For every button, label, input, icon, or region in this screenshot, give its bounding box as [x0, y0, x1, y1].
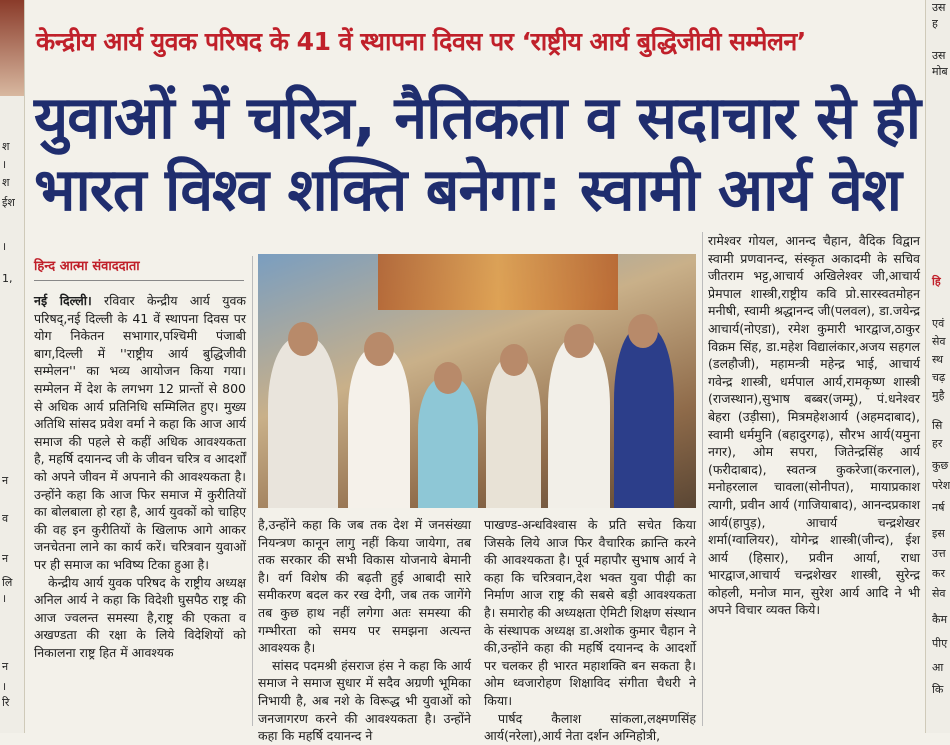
fragment: श [2, 140, 10, 153]
event-photo [258, 254, 696, 508]
article-headline [34, 82, 924, 226]
paragraph: केन्द्रीय आर्य युवक परिषद के राष्ट्रीय अध्यक्ष अनिल आर्य ने कहा कि विदेशी घुसपैठ राष्ट्र की आज ज्वलन्त समस्या है,राष्ट्र की एकता व अखण्डता की रक्षा के लिये विदेशियों को निकालना राष्ट्र हित में आवश्यक [34, 574, 246, 660]
adjacent-byline: हि [932, 275, 941, 288]
fragment: पीए [932, 637, 948, 650]
fragment: न [2, 552, 9, 565]
photo-stage-banner [378, 254, 618, 310]
fragment: मोब [932, 65, 948, 78]
fragment: लि [2, 576, 13, 589]
article-column-1 [34, 292, 246, 661]
fragment: । [2, 680, 7, 693]
fragment: सि [932, 419, 943, 432]
fragment: रि [2, 696, 10, 709]
fragment: सेव [932, 335, 946, 348]
fragment: कुछ [932, 459, 949, 472]
fragment: आ [932, 661, 944, 674]
headline-line-1: युवाओं में चरित्र, नैतिकता व सदाचार से ही [34, 83, 921, 152]
fragment: चढ़ [932, 371, 946, 384]
headline-line-2: भारत विश्व शक्ति बनेगा: स्वामी आर्य वेश [34, 155, 901, 224]
fragment: हर [932, 437, 943, 450]
article-column-4 [708, 232, 920, 619]
fragment: एवं [932, 317, 945, 330]
fragment: उस [932, 1, 946, 14]
adjacent-column-left [0, 0, 25, 733]
article-column-3 [484, 516, 696, 745]
fragment: । [2, 158, 7, 171]
fragment: सेव [932, 587, 946, 600]
fragment: कैम [932, 613, 948, 626]
paragraph: सांसद पदमश्री हंसराज हंस ने कहा कि आर्य समाज ने समाज सुधार में सदैव अग्रणी भूमिका निभायी है, अब नशे के विरूद्ध भी युवाओं को जनजागरण करने की आवश्यकता है। उन्होंने कहा कि महर्षि दयानन्द ने [258, 657, 471, 744]
adjacent-column-right [925, 0, 950, 733]
adjacent-photo-thumbnail [0, 0, 24, 96]
article-kicker: केन्द्रीय आर्य युवक परिषद के 41 वें स्थापना दिवस पर ‘राष्ट्रीय आर्य बुद्धिजीवी सम्मेलन’ [36, 27, 806, 56]
fragment: न [2, 660, 9, 673]
fragment: परेश [932, 479, 950, 492]
paragraph: रामेश्वर गोयल, आनन्द चैहान, वैदिक विद्वान स्वामी प्रणवानन्द, संस्कृत अकादमी के सचिव जीतराम भट्ट,आचार्य अखिलेश्वर जी,आचार्य प्रेमपाल शास्त्री,राष्ट्रीय कवि प्रो.सारस्वतमोहन मनीषी, स्वामी श्रद्धानन्द जी(पलवल), डा.जयेन्द्र आचार्य(नोएडा), रमेश कुमारी भारद्वाज,ठाकुर विक्रम सिंह, डा.महेश विद्यालंकार,अजय सहगल (डलहौजी), महामन्त्री महेन्द्र भाई, आचार्य गवेन्द्र शास्त्री, धर्मपाल आर्य,रामकृष्ण शास्त्री (राजस्थान),सुभाष बब्बर(जम्मू), पं.धनेश्वर बेहरा (उड़ीसा), मित्रमहेशआर्य (अहमदाबाद), स्वामी धर्ममुनि (बहादुरगढ़), सौरभ आर्य(यमुना नगर), ओम सपरा, जितेन्द्रसिंह आर्य (फरीदाबाद), स्वतन्त्र कुकरेजा(करनाल), मनोहरलाल चावला(सोनीपत), मायाप्रकाश त्यागी, प्रवीन आर्य (गाजियाबाद), आनन्दप्रकाश आर्य(हापुड़), आचार्य चन्द्रशेखर शर्मा(ग्वालियर), योगेन्द्र शास्त्री(जीन्द), ईश आर्य (हिसार), प्रवीन आर्या, राधा भारद्वाज,आचार्य चन्द्रशेखर शास्त्री, सुरेन्द्र कोहली, मनोज मान, सुरेश आर्य आदि ने भी अपने विचार व्यक्त किये। [708, 233, 920, 618]
fragment: इस [932, 527, 945, 540]
column-divider [252, 256, 253, 726]
byline: हिन्द आत्मा संवाददाता [34, 259, 140, 274]
fragment: उत्त [932, 547, 946, 560]
fragment: न [2, 474, 9, 487]
paragraph-text: रविवार केन्द्रीय आर्य युवक परिषद्,नई दिल्ली के 41 वें स्थापना दिवस पर योग निकेतन सभागार,पश्चिमी पंजाबी बाग,दिल्ली में ''राष्ट्रीय आर्य बुद्धिजीवी सम्मेलन'' का भव्य आयोजन किया गया। सम्मेलन में देश के लगभग 12 प्रान्तों से 800 से अधिक आर्य प्रतिनिधि सम्मिलित हुए। मुख्य अतिथि सांसद प्रवेश वर्मा ने कहा कि आज आर्य समाज की पहले से कहीं अधिक आवश्यकता है, महर्षि दयानन्द जी के जीवन चरित्र व आदर्शों को अपने जीवन में अपनाने की आवश्यकता है। उन्होंने कहा कि आज फिर समाज में कुरीतियों का बोलबाला हो रहा है, आर्य युवकों को चाहिए की वह इन कुरीतियों के खिलाफ आगे आकर जनचेतना लाने का कार्य करें। चरित्रवान युवाओं पर ही समाज का भविष्य टिका हुआ है। [34, 293, 246, 572]
fragment: 1, [2, 272, 13, 285]
fragment: स्थ [932, 353, 944, 366]
column-divider [702, 232, 703, 726]
fragment: कि [932, 683, 944, 696]
fragment: उस [932, 49, 946, 62]
article-column-2 [258, 516, 471, 745]
fragment: व [2, 512, 9, 525]
paragraph: पार्षद कैलाश सांकला,लक्ष्मणसिंह आर्य(नरेला),आर्य नेता दर्शन अग्निहोत्री, [484, 710, 696, 744]
paragraph [34, 292, 246, 574]
fragment: । [2, 592, 7, 605]
fragment: नर्ष [932, 501, 945, 514]
dateline: नई दिल्ली। [34, 293, 92, 308]
fragment: ह [932, 17, 938, 30]
fragment: ईश [2, 196, 15, 209]
fragment: श [2, 176, 10, 189]
fragment: कर [932, 567, 945, 580]
fragment: मुहै [932, 389, 945, 402]
paragraph: है,उन्होंने कहा कि जब तक देश में जनसंख्या नियन्त्रण कानून लागु नहीं किया जायेगा, तब तक सरकार की सभी विकास योजनाये बेमानी है। वर्ग विशेष की बढ़ती हुई आबादी सारे समीकरण बदल कर रख देगी, जब तक जागेंगे तब कुछ हाथ नहीं लगेगा अतः समस्या की गम्भीरता को समय पर समझना अत्यन्त आवश्यक है। [258, 517, 471, 656]
fragment: । [2, 240, 7, 253]
paragraph: पाखण्ड-अन्धविश्वास के प्रति सचेत किया जिसके लिये आज फिर वैचारिक क्रान्ति करने की आवश्यकता है। पूर्व महापौर सुभाष आर्य ने कहा कि चरित्रवान,देश भक्त युवा पीढ़ी का निर्माण आज राष्ट्र की सबसे बड़ी आवश्यकता है। समारोह की अध्यक्षता ऐमिटी शिक्षण संस्थान के संस्थापक अध्यक्ष डा.अशोक कुमार चैहान ने की,उन्होंने कहा की महर्षि दयानन्द के आदर्शो पर चलकर ही भारत महाशक्ति बन सकता है। ओम ध्वजारोहण शिक्षाविद संगीता चैधरी ने किया। [484, 517, 696, 708]
byline-divider [34, 280, 244, 281]
